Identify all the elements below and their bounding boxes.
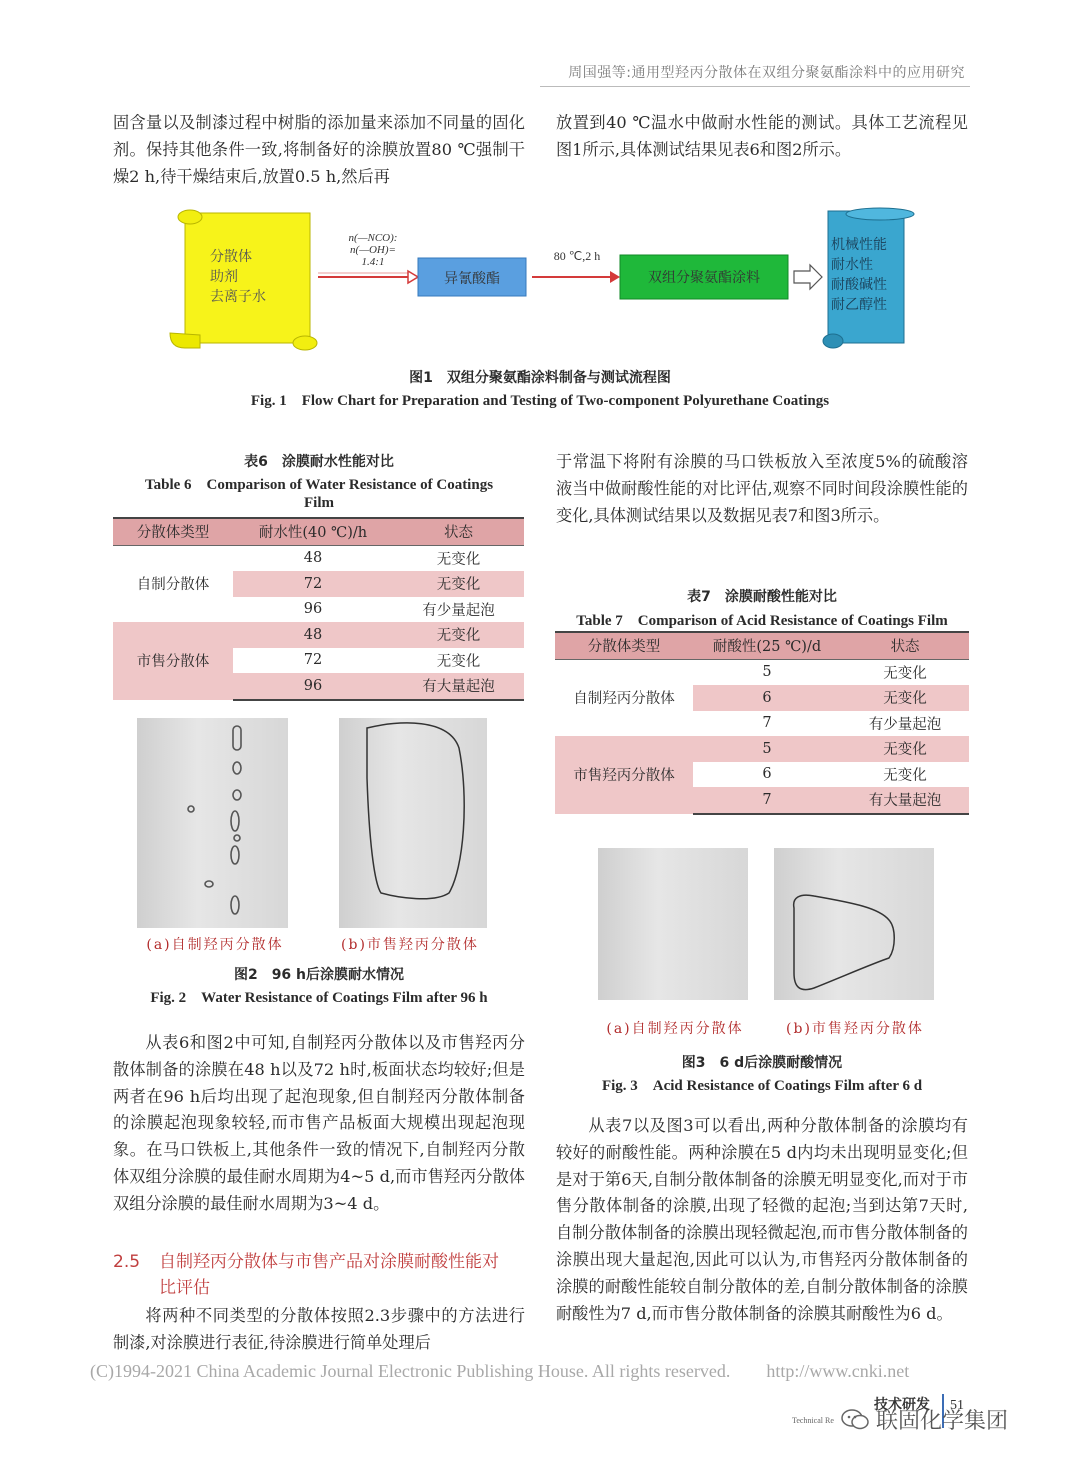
table7-cell: 无变化 <box>883 665 927 682</box>
fig1-caption-en: Fig. 1 Flow Chart for Preparation and Testing of Two-component Polyurethane Coatings <box>250 393 830 409</box>
table6-cell: 有少量起泡 <box>422 602 495 619</box>
input-item: 分散体 <box>210 249 252 265</box>
top-left-paragraph: 固含量以及制漆过程中树脂的添加量来添加不同量的固化剂。保持其他条件一致,将制备好的涂膜放置80 ℃强制干燥2 h,待干燥结束后,放置0.5 h,然后再 <box>113 113 525 186</box>
fig2-photo-a <box>137 718 288 928</box>
table6-cell: 48 <box>303 626 323 643</box>
table7-header: 状态 <box>841 632 969 659</box>
table6-group-name: 自制分散体 <box>136 577 210 594</box>
table7-cell: 7 <box>762 715 772 732</box>
table6-cell: 48 <box>303 550 323 567</box>
fig3-subcaption-a: (a)自制羟丙分散体 <box>606 1021 744 1037</box>
fig2-photo-b <box>339 718 487 928</box>
fig3-subcaption-b: (b)市售羟丙分散体 <box>786 1021 924 1037</box>
fig3-caption-en: Fig. 3 Acid Resistance of Coatings Film after 6 d <box>601 1078 923 1094</box>
fig3-photo-b-outline <box>774 848 934 1000</box>
fig1-caption-zh: 图1 双组分聚氨酯涂料制备与测试流程图 <box>409 370 671 386</box>
table7-cell: 无变化 <box>883 767 927 784</box>
output-scroll-text <box>831 235 903 315</box>
table7-header: 耐酸性(25 ℃)/d <box>693 632 841 659</box>
table7-cell: 7 <box>693 787 841 814</box>
copyright-notice: (C)1994-2021 China Academic Journal Electronic Publishing House. All rights reserved. http://www.cnki.net <box>90 1361 910 1381</box>
fig3-photo-b <box>774 848 934 1000</box>
condition-arrow <box>532 271 620 283</box>
section-title-line1: 自制羟丙分散体与市售产品对涂膜耐酸性能对 <box>159 1252 499 1272</box>
flow-chart-graphic <box>160 205 920 355</box>
table6-cell: 96 <box>303 601 323 618</box>
table7-cell: 有大量起泡 <box>841 787 969 814</box>
table6-cell: 无变化 <box>436 551 481 568</box>
ratio-label <box>328 232 418 268</box>
table7-cell: 5 <box>762 740 772 757</box>
test-item: 机械性能 <box>831 237 887 253</box>
fig2-photo-b-outline <box>339 718 487 928</box>
table6-caption-en-line2: Film <box>304 495 334 511</box>
table6-cell: 72 <box>303 575 323 592</box>
input-item: 去离子水 <box>210 289 266 305</box>
table7 <box>555 631 969 815</box>
test-item: 耐水性 <box>831 257 873 273</box>
chat-bubble-icon <box>840 1407 870 1433</box>
journal-section-en: Technical Re <box>792 1416 834 1425</box>
output-arrow <box>794 265 822 289</box>
left-bottom-paragraph: 将两种不同类型的分散体按照2.3步骤中的方法进行制漆,对涂膜进行表征,待涂膜进行简单处理后 <box>113 1306 525 1352</box>
table7-cell: 无变化 <box>883 691 927 708</box>
table6-header: 耐水性(40 ℃)/h <box>233 518 393 545</box>
fig2-photo-a-blisters <box>137 718 288 928</box>
top-right-paragraph: 放置到40 ℃温水中做耐水性能的测试。具体工艺流程见图1所示,具体测试结果见表6和图2所示。 <box>556 113 968 159</box>
right-bottom-paragraph: 从表7以及图3可以看出,两种分散体制备的涂膜均有较好的耐酸性能。两种涂膜在5 d内均未出现明显变化;但是对于第6天,自制分散体制备的涂膜无明显变化,而对于市售分散体制备的涂膜,出现了轻微的起泡;当到达第7天时,自制分散体制备的涂膜出现轻微起泡,而市售分散体制备的涂膜出现大量起泡,因此可以认为,市售羟丙分散体制备的涂膜的耐酸性能较自制分散体的差,自制分散体制备的涂膜耐酸性为7 d,而市售分散体制备的涂膜其耐酸性为6 d。 <box>556 1116 968 1323</box>
fig3-caption-zh: 图3 6 d后涂膜耐酸情况 <box>681 1055 843 1071</box>
section-heading-line1 <box>113 1249 533 1275</box>
ratio-line: n(—NCO): <box>348 232 398 244</box>
table7-cell: 6 <box>762 689 772 706</box>
table6-header: 状态 <box>393 518 524 545</box>
table6-cell: 有大量起泡 <box>393 673 524 700</box>
table7-cell: 6 <box>762 766 772 783</box>
table7-caption-en: Table 7 Comparison of Acid Resistance of Coatings Film <box>576 613 948 629</box>
table7-cell: 有少量起泡 <box>868 716 942 733</box>
coating-label: 双组分聚氨酯涂料 <box>648 270 760 286</box>
table6-cell: 72 <box>303 652 323 669</box>
page-number: 51 <box>950 1398 964 1413</box>
left-body-paragraph: 从表6和图2中可知,自制羟丙分散体以及市售羟丙分散体制备的涂膜在48 h以及72 h时,板面状态均较好;但是两者在96 h后均出现了起泡现象,但自制羟丙分散体制备的涂膜起泡现象较轻,而市售产品板面大规模出现起泡现象。在马口铁板上,其他条件一致的情况下,自制羟丙分散体双组分涂膜的最佳耐水周期为4~5 d,而市售羟丙分散体双组分涂膜的最佳耐水周期为3~4 d。 <box>113 1033 525 1213</box>
fig3-photo-a <box>598 848 748 1000</box>
fig2-caption-en: Fig. 2 Water Resistance of Coatings Film after 96 h <box>150 990 488 1006</box>
isocyanate-label: 异氰酸酯 <box>444 271 500 287</box>
table6-header: 分散体类型 <box>113 518 233 545</box>
table6-cell: 无变化 <box>436 577 481 594</box>
section-2-5-heading <box>113 1249 533 1301</box>
input-scroll-text <box>210 247 266 307</box>
table6-cell: 96 <box>233 673 393 700</box>
table6-cell: 无变化 <box>436 653 481 670</box>
section-title-line2: 比评估 <box>159 1278 210 1298</box>
ratio-line: 1.4:1 <box>361 256 385 268</box>
table6-caption-en: Table 6 Comparison of Water Resistance of Coatings <box>144 477 494 493</box>
test-item: 耐乙醇性 <box>831 297 887 313</box>
table6-cell: 无变化 <box>436 628 481 645</box>
flow-chart <box>160 205 920 355</box>
watermark <box>840 1404 1008 1435</box>
header-rule <box>540 86 970 87</box>
fig2-subcaption-b: (b)市售羟丙分散体 <box>341 937 479 953</box>
right-mid-paragraph: 于常温下将附有涂膜的马口铁板放入至浓度5%的硫酸溶液当中做耐酸性能的对比评估,观察不同时间段涂膜性能的变化,具体测试结果以及数据见表7和图3所示。 <box>556 452 968 525</box>
table7-group-name: 自制羟丙分散体 <box>573 691 675 708</box>
fig2-subcaption-a: (a)自制羟丙分散体 <box>146 937 284 953</box>
running-head: 周国强等:通用型羟丙分散体在双组分聚氨酯涂料中的应用研究 <box>568 65 965 81</box>
journal-section-zh: 技术研发 <box>874 1397 930 1413</box>
input-item: 助剂 <box>210 269 238 285</box>
table7-cell: 5 <box>762 664 772 681</box>
condition-label: 80 ℃,2 h <box>553 249 601 263</box>
ratio-line: n(—OH)= <box>350 244 396 256</box>
table7-header: 分散体类型 <box>555 632 693 659</box>
table7-caption-zh: 表7 涂膜耐酸性能对比 <box>687 589 837 605</box>
section-number: 2.5 <box>113 1252 141 1272</box>
table6 <box>113 517 524 701</box>
fig2-caption-zh: 图2 96 h后涂膜耐水情况 <box>233 967 405 983</box>
ratio-arrow <box>318 271 418 283</box>
table7-cell: 无变化 <box>883 742 927 759</box>
test-item: 耐酸碱性 <box>831 277 887 293</box>
watermark-text: 联固化学集团 <box>876 1409 1009 1434</box>
table6-group-name: 市售分散体 <box>113 622 233 700</box>
table7-group-name: 市售羟丙分散体 <box>555 736 693 814</box>
table6-caption-zh: 表6 涂膜耐水性能对比 <box>244 454 394 470</box>
